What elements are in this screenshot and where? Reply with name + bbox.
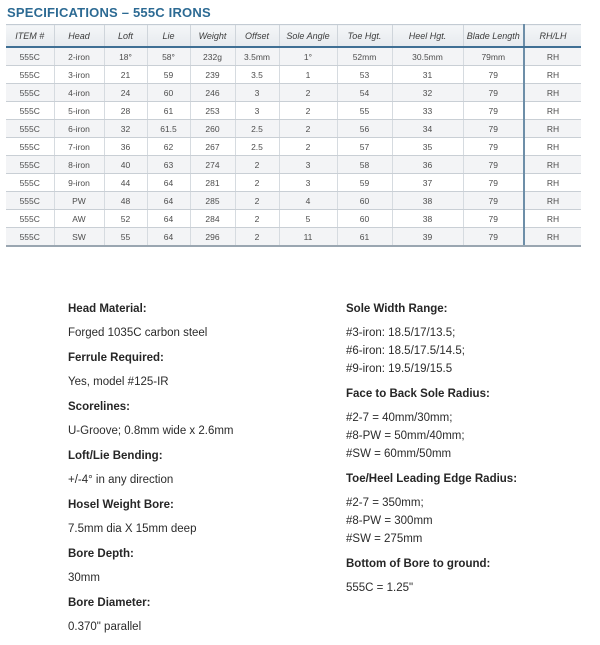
spec-value: 30mm (68, 572, 100, 584)
table-cell: RH (524, 66, 581, 84)
table-cell: 274 (190, 156, 235, 174)
spec-item (68, 547, 318, 587)
spec-value: #9-iron: 19.5/19/15.5 (346, 363, 453, 375)
spec-label: Face to Back Sole Radius: (346, 388, 490, 400)
table-row (6, 210, 581, 228)
table-cell: 64 (147, 228, 190, 247)
table-cell: RH (524, 47, 581, 66)
table-cell: 44 (104, 174, 147, 192)
spec-item (68, 449, 318, 489)
table-row (6, 228, 581, 247)
table-cell: 48 (104, 192, 147, 210)
table-cell: 555C (6, 120, 54, 138)
spec-value: 0.370" parallel (68, 621, 142, 633)
table-cell: RH (524, 138, 581, 156)
spec-label: Head Material: (68, 303, 147, 315)
table-cell: 30.5mm (392, 47, 463, 66)
table-cell: 53 (337, 66, 392, 84)
table-cell: 2 (279, 120, 337, 138)
spec-item (68, 351, 318, 391)
table-cell: 3 (279, 156, 337, 174)
table-row (6, 66, 581, 84)
spec-value: #3-iron: 18.5/17/13.5; (346, 327, 456, 339)
table-cell: 52mm (337, 47, 392, 66)
spec-value: #2-7 = 40mm/30mm; (346, 412, 453, 424)
table-cell: 253 (190, 102, 235, 120)
table-row (6, 84, 581, 102)
table-cell: 2-iron (54, 47, 104, 66)
table-cell: 36 (392, 156, 463, 174)
table-cell: 2 (235, 174, 279, 192)
table-cell: 2 (235, 210, 279, 228)
table-row (6, 174, 581, 192)
table-cell: 61 (147, 102, 190, 120)
table-cell: 555C (6, 156, 54, 174)
table-cell: 11 (279, 228, 337, 247)
table-body (6, 47, 581, 246)
table-cell: 2 (279, 84, 337, 102)
table-cell: 31 (392, 66, 463, 84)
spec-value: #6-iron: 18.5/17.5/14.5; (346, 345, 465, 357)
table-cell: 296 (190, 228, 235, 247)
spec-value: #8-PW = 300mm (346, 515, 433, 527)
table-cell: 64 (147, 192, 190, 210)
table-cell: 61.5 (147, 120, 190, 138)
table-cell: 5-iron (54, 102, 104, 120)
table-cell: 2 (235, 192, 279, 210)
table-cell: 62 (147, 138, 190, 156)
table-cell: 2.5 (235, 138, 279, 156)
table-cell: 24 (104, 84, 147, 102)
table-header-row (6, 25, 581, 48)
spec-item (68, 596, 318, 636)
table-cell: 55 (104, 228, 147, 247)
table-cell: 555C (6, 138, 54, 156)
table-cell: 33 (392, 102, 463, 120)
table-cell: 57 (337, 138, 392, 156)
spec-label: Hosel Weight Bore: (68, 499, 174, 511)
table-cell: 79 (463, 156, 524, 174)
table-cell: RH (524, 192, 581, 210)
specs-left-column (68, 302, 318, 645)
column-header: Offset (235, 25, 279, 48)
table-cell: 59 (147, 66, 190, 84)
spec-value: #SW = 60mm/50mm (346, 448, 452, 460)
table-cell: 79 (463, 138, 524, 156)
table-cell: 64 (147, 174, 190, 192)
table-cell: 60 (337, 192, 392, 210)
table-cell: 38 (392, 192, 463, 210)
table-cell: 3-iron (54, 66, 104, 84)
table-row (6, 192, 581, 210)
table-cell: 3 (235, 84, 279, 102)
table-cell: 28 (104, 102, 147, 120)
spec-value: #2-7 = 350mm; (346, 497, 424, 509)
table-cell: 79 (463, 120, 524, 138)
spec-label: Toe/Heel Leading Edge Radius: (346, 473, 518, 485)
spec-value: +/-4° in any direction (68, 474, 174, 486)
spec-value: Yes, model #125-IR (68, 376, 169, 388)
table-cell: RH (524, 210, 581, 228)
spec-item (68, 498, 318, 538)
table-cell: RH (524, 84, 581, 102)
table-cell: 555C (6, 102, 54, 120)
specifications-table (6, 24, 581, 247)
table-cell: 555C (6, 84, 54, 102)
table-cell: 37 (392, 174, 463, 192)
table-cell: 35 (392, 138, 463, 156)
table-cell: 3.5 (235, 66, 279, 84)
column-header: Loft (104, 25, 147, 48)
table-cell: 281 (190, 174, 235, 192)
table-cell: RH (524, 102, 581, 120)
table-cell: 79mm (463, 47, 524, 66)
table-cell: SW (54, 228, 104, 247)
table-cell: 32 (104, 120, 147, 138)
table-row (6, 138, 581, 156)
page-title: SPECIFICATIONS – 555C IRONS (7, 5, 211, 20)
table-cell: 3 (279, 174, 337, 192)
spec-item (68, 400, 318, 440)
column-header: Toe Hgt. (337, 25, 392, 48)
table-row (6, 156, 581, 174)
table-cell: 54 (337, 84, 392, 102)
table-cell: 5 (279, 210, 337, 228)
table-cell: 56 (337, 120, 392, 138)
table-cell: 55 (337, 102, 392, 120)
table-cell: 555C (6, 47, 54, 66)
spec-label: Loft/Lie Bending: (68, 450, 163, 462)
spec-item (346, 472, 586, 548)
table-cell: 38 (392, 210, 463, 228)
table-cell: 60 (147, 84, 190, 102)
table-row (6, 102, 581, 120)
specs-right-column (346, 302, 586, 606)
table-cell: 2 (279, 102, 337, 120)
column-header: Head (54, 25, 104, 48)
table-cell: 61 (337, 228, 392, 247)
column-header: Sole Angle (279, 25, 337, 48)
table-cell: 267 (190, 138, 235, 156)
table-cell: 79 (463, 84, 524, 102)
table-cell: 3 (235, 102, 279, 120)
table-cell: 79 (463, 66, 524, 84)
table-cell: 21 (104, 66, 147, 84)
spec-value: 7.5mm dia X 15mm deep (68, 523, 197, 535)
table-cell: 34 (392, 120, 463, 138)
table-cell: 2 (279, 138, 337, 156)
column-header: RH/LH (524, 25, 581, 48)
table-cell: 555C (6, 192, 54, 210)
table-cell: 40 (104, 156, 147, 174)
table-cell: 6-iron (54, 120, 104, 138)
table-cell: 1° (279, 47, 337, 66)
spec-value: #SW = 275mm (346, 533, 423, 545)
table-cell: 1 (279, 66, 337, 84)
spec-value: U-Groove; 0.8mm wide x 2.6mm (68, 425, 234, 437)
table-cell: 239 (190, 66, 235, 84)
table-cell: 58° (147, 47, 190, 66)
table-cell: 284 (190, 210, 235, 228)
table-cell: 555C (6, 174, 54, 192)
spec-label: Bore Depth: (68, 548, 134, 560)
column-header: ITEM # (6, 25, 54, 48)
table-cell: 555C (6, 66, 54, 84)
table-cell: RH (524, 156, 581, 174)
table-cell: PW (54, 192, 104, 210)
table-cell: 9-iron (54, 174, 104, 192)
table-cell: RH (524, 174, 581, 192)
spec-label: Bore Diameter: (68, 597, 151, 609)
table-cell: 232g (190, 47, 235, 66)
table-cell: 4-iron (54, 84, 104, 102)
table-cell: 2 (235, 228, 279, 247)
spec-label: Scorelines: (68, 401, 130, 413)
table-cell: 52 (104, 210, 147, 228)
table-row (6, 47, 581, 66)
spec-value: Forged 1035C carbon steel (68, 327, 208, 339)
spec-label: Bottom of Bore to ground: (346, 558, 491, 570)
table-cell: RH (524, 228, 581, 247)
table-cell: 555C (6, 228, 54, 247)
table-cell: 2 (235, 156, 279, 174)
table-cell: 79 (463, 102, 524, 120)
column-header: Heel Hgt. (392, 25, 463, 48)
column-header: Blade Length (463, 25, 524, 48)
table-cell: 285 (190, 192, 235, 210)
spec-value: #8-PW = 50mm/40mm; (346, 430, 465, 442)
spec-item (68, 302, 318, 342)
table-cell: AW (54, 210, 104, 228)
spec-item (346, 302, 586, 378)
spec-value: 555C = 1.25" (346, 582, 414, 594)
table-cell: 555C (6, 210, 54, 228)
table-cell: 4 (279, 192, 337, 210)
spec-label: Ferrule Required: (68, 352, 164, 364)
table-cell: 58 (337, 156, 392, 174)
table-cell: 39 (392, 228, 463, 247)
column-header: Lie (147, 25, 190, 48)
table-cell: 246 (190, 84, 235, 102)
spec-item (346, 387, 586, 463)
table-cell: 18° (104, 47, 147, 66)
table-cell: 36 (104, 138, 147, 156)
table-cell: RH (524, 120, 581, 138)
table-cell: 7-iron (54, 138, 104, 156)
table-row (6, 120, 581, 138)
table-cell: 2.5 (235, 120, 279, 138)
table-cell: 79 (463, 192, 524, 210)
spec-label: Sole Width Range: (346, 303, 448, 315)
table-cell: 79 (463, 228, 524, 247)
table-cell: 79 (463, 174, 524, 192)
table-cell: 32 (392, 84, 463, 102)
table-cell: 79 (463, 210, 524, 228)
spec-item (346, 557, 586, 597)
column-header: Weight (190, 25, 235, 48)
table-cell: 59 (337, 174, 392, 192)
table-cell: 60 (337, 210, 392, 228)
table-cell: 260 (190, 120, 235, 138)
table-cell: 63 (147, 156, 190, 174)
table-cell: 8-iron (54, 156, 104, 174)
table-cell: 3.5mm (235, 47, 279, 66)
table-cell: 64 (147, 210, 190, 228)
